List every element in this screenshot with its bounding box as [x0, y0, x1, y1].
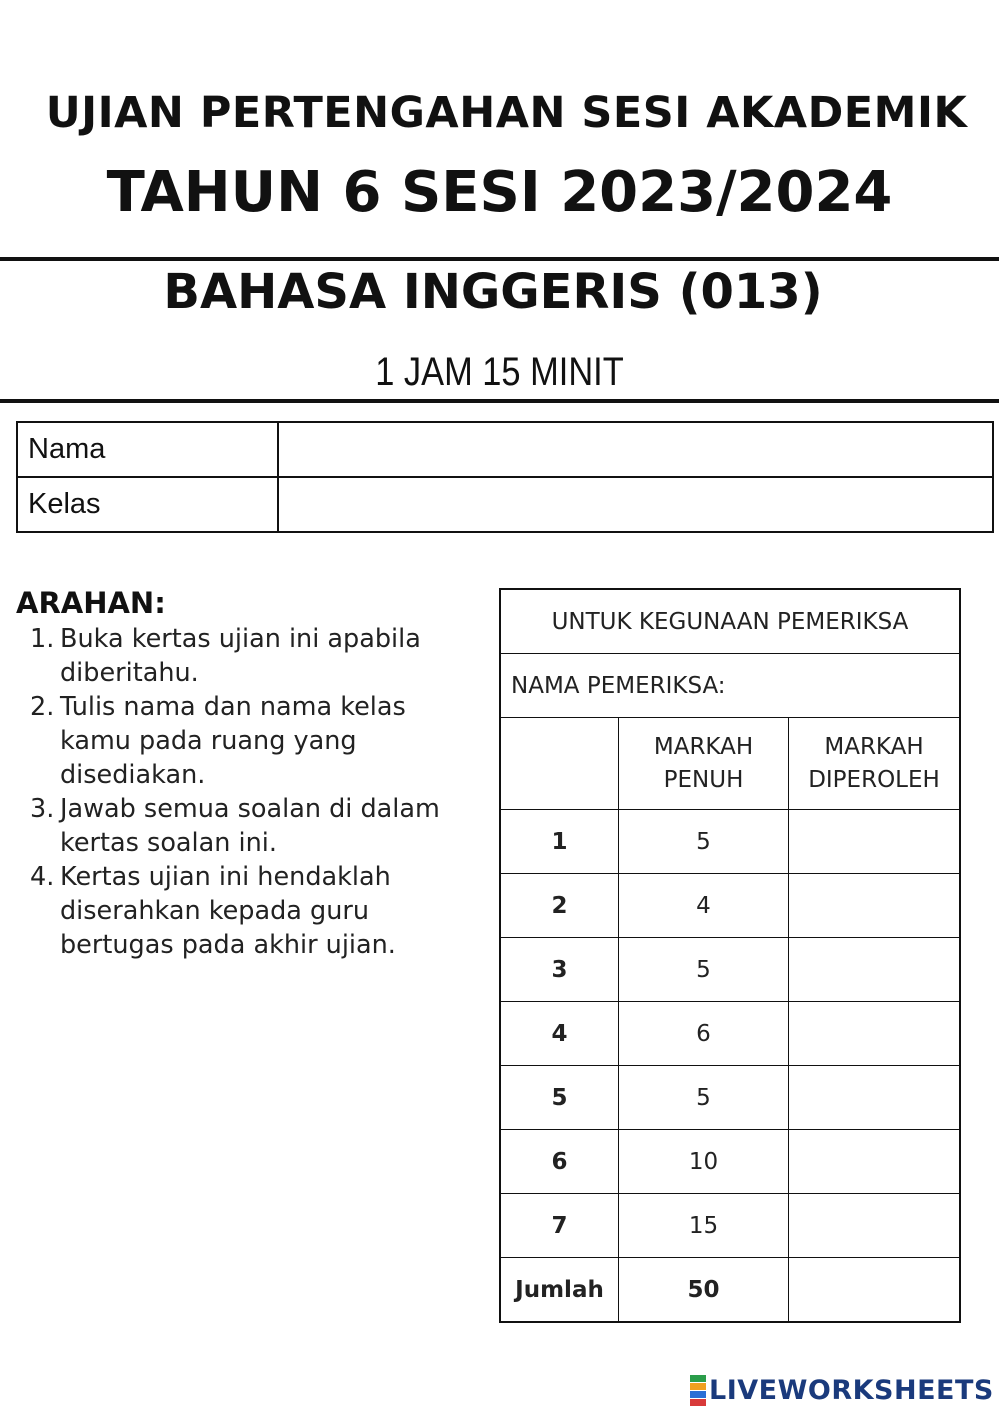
- instruction-number: 3.: [30, 794, 55, 824]
- full-marks: 15: [619, 1194, 789, 1258]
- table-row: [500, 874, 960, 938]
- question-number: 6: [500, 1130, 619, 1194]
- table-row: [500, 1194, 960, 1258]
- class-row: [17, 477, 993, 532]
- student-info-table: [16, 421, 994, 533]
- question-number: 2: [500, 874, 619, 938]
- total-row: [500, 1258, 960, 1323]
- full-marks: 6: [619, 1002, 789, 1066]
- table-row: [500, 810, 960, 874]
- name-label: Nama: [17, 422, 278, 477]
- class-label: Kelas: [17, 477, 278, 532]
- obtained-marks-cell[interactable]: [789, 810, 961, 874]
- table-row: [500, 938, 960, 1002]
- total-full-marks: 50: [619, 1258, 789, 1323]
- obtained-marks-cell[interactable]: [789, 1002, 961, 1066]
- table-row: [500, 1130, 960, 1194]
- name-field[interactable]: [278, 422, 993, 477]
- liveworksheets-logo: [690, 1372, 994, 1408]
- instruction-text: Kertas ujian ini hendaklah diserahkan kepada guru bertugas pada akhir ujian.: [60, 862, 396, 960]
- table-row: [500, 1066, 960, 1130]
- class-field[interactable]: [278, 477, 993, 532]
- instruction-item: [30, 690, 460, 792]
- total-obtained-cell[interactable]: [789, 1258, 961, 1323]
- question-number: 7: [500, 1194, 619, 1258]
- brand-name: LIVEWORKSHEETS: [709, 1374, 994, 1406]
- instruction-text: Jawab semua soalan di dalam kertas soalan ini.: [60, 794, 440, 858]
- examiner-table-title-row: [500, 589, 960, 654]
- instruction-item: [30, 622, 460, 690]
- examiner-name-row: [500, 654, 960, 718]
- full-marks: 5: [619, 810, 789, 874]
- liveworksheets-icon: [690, 1375, 706, 1406]
- question-number: 5: [500, 1066, 619, 1130]
- examiner-table-title: UNTUK KEGUNAAN PEMERIKSA: [500, 589, 960, 654]
- total-label: Jumlah: [500, 1258, 619, 1323]
- full-marks: 5: [619, 938, 789, 1002]
- instructions-list: [30, 622, 460, 962]
- obtained-marks-header: MARKAH DIPEROLEH: [789, 718, 961, 810]
- question-number: 4: [500, 1002, 619, 1066]
- full-marks: 5: [619, 1066, 789, 1130]
- instruction-number: 4.: [30, 862, 55, 892]
- divider-top: [0, 257, 999, 261]
- column-header-row: [500, 718, 960, 810]
- name-row: [17, 422, 993, 477]
- examiner-name-label[interactable]: NAMA PEMERIKSA:: [500, 654, 960, 718]
- instruction-item: [30, 860, 460, 962]
- obtained-marks-cell[interactable]: [789, 938, 961, 1002]
- full-marks-header: MARKAH PENUH: [619, 718, 789, 810]
- subject-title: BAHASA INGGERIS (013): [163, 264, 823, 320]
- instruction-text: Buka kertas ujian ini apabila diberitahu.: [60, 624, 421, 688]
- instruction-number: 1.: [30, 624, 55, 654]
- instruction-text: Tulis nama dan nama kelas kamu pada ruang yang disediakan.: [60, 692, 406, 790]
- exam-title: UJIAN PERTENGAHAN SESI AKADEMIK: [45, 88, 968, 138]
- year-session: TAHUN 6 SESI 2023/2024: [106, 160, 893, 225]
- obtained-marks-cell[interactable]: [789, 874, 961, 938]
- question-column-header: [500, 718, 619, 810]
- question-number: 3: [500, 938, 619, 1002]
- instruction-number: 2.: [30, 692, 55, 722]
- examiner-table: [499, 588, 961, 1323]
- duration: 1 JAM 15 MINIT: [375, 350, 624, 394]
- full-marks: 10: [619, 1130, 789, 1194]
- divider-bottom: [0, 399, 999, 403]
- instructions-title: ARAHAN:: [16, 586, 166, 620]
- table-row: [500, 1002, 960, 1066]
- obtained-marks-cell[interactable]: [789, 1066, 961, 1130]
- obtained-marks-cell[interactable]: [789, 1130, 961, 1194]
- full-marks: 4: [619, 874, 789, 938]
- obtained-marks-cell[interactable]: [789, 1194, 961, 1258]
- instruction-item: [30, 792, 460, 860]
- question-number: 1: [500, 810, 619, 874]
